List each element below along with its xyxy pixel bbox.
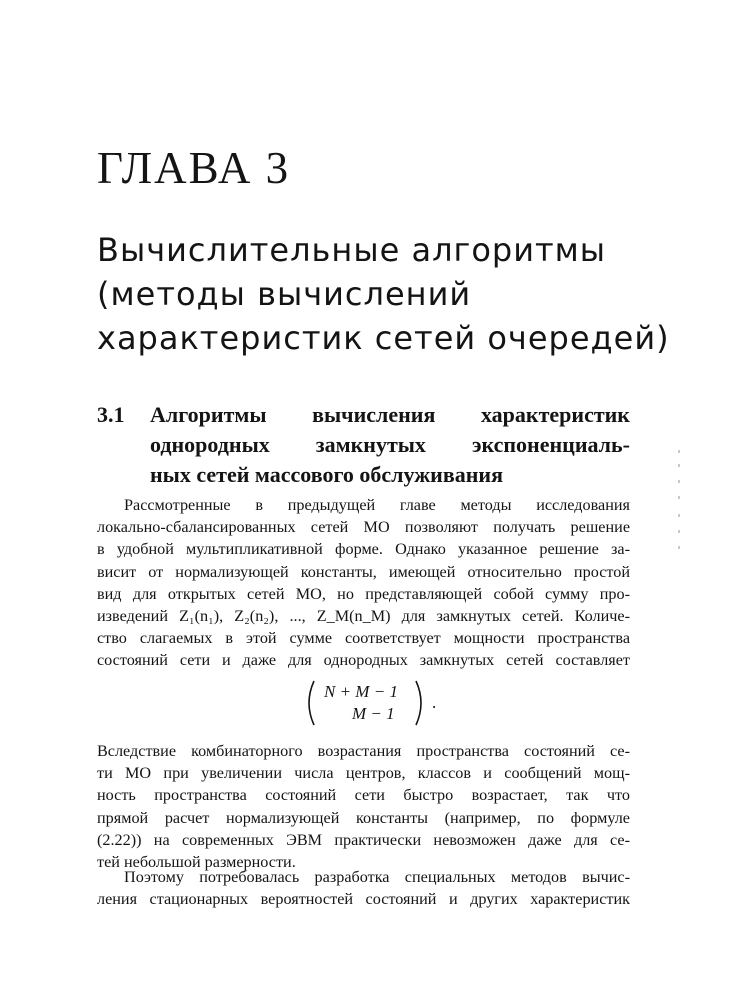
text-line: изведений Z₁(n₁), Z₂(n₂), ..., Z_M(n_M) для замкнутых сетей. Количе- (97, 607, 630, 626)
chapter-label: ГЛАВА 3 (97, 143, 291, 193)
text-line: состояний сети и даже для однородных замкнутых сетей составляет (97, 651, 630, 670)
section-title-line: однородных замкнутых экспоненциаль- (150, 432, 630, 457)
paragraph-1 (97, 494, 630, 672)
chapter-title (97, 228, 670, 360)
text-line: вид для открытых сетей МО, но представляющей собой сумму про- (97, 584, 630, 603)
section-number: 3.1 (97, 402, 125, 427)
text-line: ления стационарных вероятностей состояний и других характеристик (97, 890, 630, 909)
text-line: локально-сбалансированных сетей МО позволяют получать решение (97, 518, 630, 537)
text-line: ность пространства состояний сети быстро возрастает, так что (97, 786, 630, 805)
text-line: Поэтому потребовалась разработка специальных методов вычис- (124, 868, 630, 886)
text-line: Вследствие комбинаторного возрастания пространства состояний се- (97, 742, 630, 760)
scan-margin-marks (678, 450, 682, 560)
section-title-line: ных сетей массового обслуживания (150, 462, 503, 487)
formula-period: . (432, 693, 437, 712)
paragraph-3 (97, 866, 630, 910)
binomial-formula (302, 680, 462, 726)
text-line: ти МО при увеличении числа центров, классов и сообщений мощ- (97, 764, 630, 783)
text-line: прямой расчет нормализующей константы (например, по формуле (97, 808, 630, 827)
text-line: в удобной мультипликативной форме. Однако указанное решение за- (97, 540, 630, 559)
chapter-title-line: Вычислительные алгоритмы (97, 231, 607, 269)
left-parenthesis (302, 680, 316, 726)
right-parenthesis (414, 680, 428, 726)
paragraph-2 (97, 740, 630, 873)
text-line: висит от нормализующей константы, имеющей относительно простой (97, 562, 630, 581)
section-title (150, 400, 630, 490)
section-title-line: Алгоритмы вычисления характеристик (150, 402, 630, 427)
chapter-title-line: (методы вычислений (97, 275, 472, 313)
text-line: ство слагаемых в этой сумме соответствует мощности пространства (97, 629, 630, 648)
formula-bottom: M − 1 (352, 704, 395, 723)
formula-top: N + M − 1 (324, 682, 398, 701)
chapter-title-line: характеристик сетей очередей) (97, 319, 670, 357)
text-line: Рассмотренные в предыдущей главе методы исследования (124, 496, 630, 514)
text-line: тей небольшой размерности. (97, 853, 296, 872)
text-line: (2.22)) на современных ЭВМ практически невозможен даже для се- (97, 830, 630, 849)
